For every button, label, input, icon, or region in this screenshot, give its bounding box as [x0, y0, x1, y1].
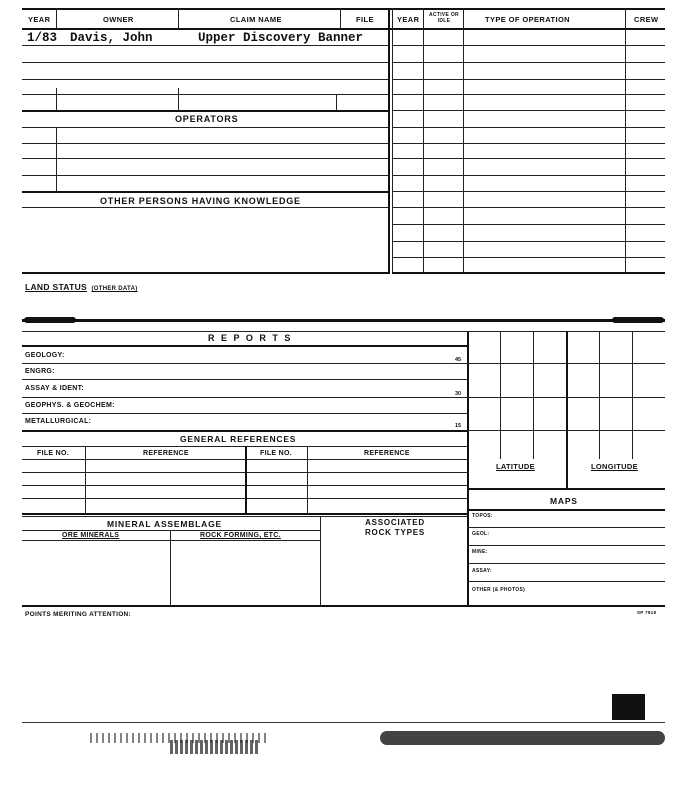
col-year2-header: YEAR	[397, 15, 420, 24]
maps-mine: MINE:	[472, 549, 488, 555]
ref-reference-1: REFERENCE	[143, 450, 189, 457]
report-geology: GEOLOGY:	[25, 352, 65, 359]
scan-smudge-mid	[170, 740, 260, 754]
report-assay-num: 30	[455, 391, 462, 397]
report-assay: ASSAY & IDENT:	[25, 385, 85, 392]
col-year-header: YEAR	[28, 15, 51, 24]
col-claim-name-header: CLAIM NAME	[230, 15, 282, 24]
reports-title: R E P O R T S	[208, 333, 293, 343]
points-meriting-attention: POINTS MERITING ATTENTION:	[25, 611, 132, 618]
operators-label: OPERATORS	[175, 114, 239, 124]
col-owner-header: OWNER	[103, 15, 134, 24]
maps-topos: TOPOS:	[472, 513, 493, 519]
associated-rock-types: ASSOCIATED ROCK TYPES	[364, 518, 425, 537]
report-metallurgical: METALLURGICAL:	[25, 418, 92, 425]
other-persons-label: OTHER PERSONS HAVING KNOWLEDGE	[100, 196, 301, 206]
ref-file-no-1: FILE NO.	[37, 450, 69, 457]
report-geophys: GEOPHYS. & GEOCHEM:	[25, 402, 115, 409]
scan-smudge-right	[380, 731, 665, 745]
latitude-label: LATITUDE	[496, 462, 535, 471]
entry-year: 1/83	[27, 31, 58, 45]
col-type-operation-header: TYPE OF OPERATION	[485, 15, 571, 24]
form-code: SP 7918	[637, 610, 657, 615]
entry-claim-name: Upper Discovery Banner	[198, 31, 364, 45]
maps-geol: GEOL:	[472, 531, 490, 537]
land-status	[25, 277, 138, 295]
section-divider-bar	[22, 319, 665, 322]
section-divider-mark-left	[24, 317, 76, 323]
ref-file-no-2: FILE NO.	[260, 450, 292, 457]
ref-reference-2: REFERENCE	[364, 450, 410, 457]
maps-title: MAPS	[550, 496, 578, 506]
section-divider-mark-right	[612, 317, 664, 323]
general-references-title: GENERAL REFERENCES	[180, 434, 297, 444]
maps-assay: ASSAY:	[472, 568, 492, 574]
scan-black-square	[612, 694, 645, 720]
report-geology-num: 45	[455, 357, 462, 363]
col-crew-header: CREW	[634, 15, 659, 24]
maps-other: OTHER (& PHOTOS)	[472, 587, 526, 593]
ore-minerals-label: ORE MINERALS	[62, 532, 120, 539]
scan-line	[22, 722, 665, 723]
report-engrg: ENGRG:	[25, 368, 55, 375]
rock-forming-label: ROCK FORMING, ETC.	[200, 532, 281, 539]
col-active-idle-header: ACTIVE OR IDLE	[429, 12, 459, 24]
entry-owner: Davis, John	[70, 31, 153, 45]
land-status-sub: (OTHER DATA)	[91, 286, 138, 292]
col-file-header: FILE	[356, 15, 374, 24]
mineral-assemblage-title: MINERAL ASSEMBLAGE	[107, 519, 222, 529]
longitude-label: LONGITUDE	[591, 462, 638, 471]
land-status-label: LAND STATUS	[25, 282, 88, 292]
report-metallurgical-num: 15	[455, 423, 462, 429]
